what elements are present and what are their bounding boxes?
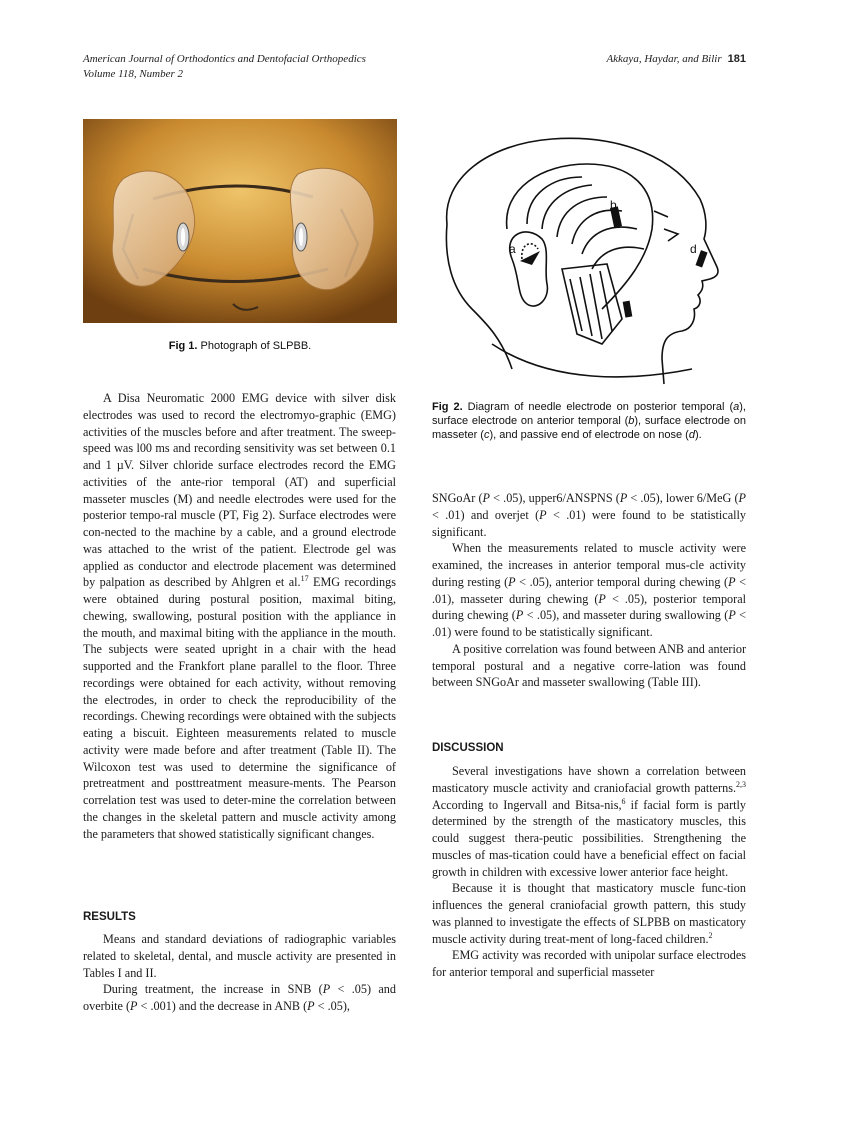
results-paragraph-2 <box>83 981 396 1015</box>
fig2-diagram <box>432 119 746 389</box>
p-symbol: P <box>539 507 547 522</box>
right-column-results <box>432 490 746 691</box>
right-column-discussion <box>432 763 746 981</box>
running-head-left <box>83 52 366 82</box>
text-run: SNGoAr ( <box>432 491 483 505</box>
discussion-paragraph-1 <box>432 763 746 880</box>
text-run: Several investigations have shown a correlation between masticatory muscle activity and craniofacial growth patterns. <box>432 764 746 795</box>
discussion-paragraph-3: EMG activity was recorded with unipolar surface electrodes for anterior temporal and superficial masseter <box>432 948 746 979</box>
correlation-paragraph: A positive correlation was found between ANB and anterior temporal postural and a negative corre-lation was found between SNGoAr and masseter swallowing (Table III). <box>432 641 746 690</box>
results-heading: RESULTS <box>83 911 136 923</box>
p-symbol: P <box>508 574 516 589</box>
text-run: < .05), upper6/ANSPNS ( <box>490 491 620 505</box>
text-run: When the measurements related to muscle activity were examined, the increases in anterior temporal mus-cle activity during resting ( <box>432 541 746 589</box>
page-number: 181 <box>727 53 746 65</box>
text-run: < .05), posterior temporal during chewing ( <box>432 591 746 623</box>
caption-italic: a <box>733 401 740 413</box>
caption-text: Diagram of needle electrode on posterior temporal ( <box>467 401 734 413</box>
text-run: if facial form is partly determined by the strength of the masticatory muscles, this could suggest thera-peutic possibilities. Strengthening the muscles of mas-tication could have a beneficial effect on facial growth in children with excessive lower anterior face height. <box>432 797 746 879</box>
text-run: EMG recordings were obtained during postural position, maximal biting, chewing, swallowing, postural position with the appliance in the mouth, and maximal biting with the appliance in the mouth. The subjects were seated upright in a chair with the head supported and the Frankfort plane parallel to the floor. Three recordings were obtained for each activity, without removing the electrodes, in order to check the reproducibility of the recordings. Chewing recordings were obtained with the subjects eating a biscuit. Eighteen measurements related to muscle activity were made before and after treatment (Table II). The Wilcoxon test was used to determine the significance of pretreatment and posttreatment measure-ments. The Pearson correlation test was used to deter-mine the correlation between the changes in the skeletal pattern and muscle activity among the parameters that showed statistically significant changes. <box>83 575 396 841</box>
p-symbol: P <box>322 982 331 997</box>
text-run: During treatment, the increase in SNB ( <box>103 982 323 997</box>
text-run: < .01) were found to be statistically significant. <box>432 507 746 539</box>
citation: 17 <box>300 574 309 584</box>
citation: 6 <box>621 796 626 806</box>
caption-italic: c <box>483 429 490 441</box>
p-symbol: P <box>738 491 746 505</box>
text-run: < .001) and the decrease in ANB ( <box>137 999 308 1013</box>
text-run: Because it is thought that masticatory muscle func-tion influences the general craniofacial growth pattern, this study was planned to investigate the effects of SLPBB on masticatory muscle activity during treat-ment of long-faced children. <box>432 881 746 946</box>
fig1-photograph <box>83 119 397 323</box>
text-run: According to Ingervall and Bitsa-nis, <box>432 797 622 812</box>
caption-text: ), surface electrode on masseter ( <box>432 415 746 441</box>
citation: 2,3 <box>736 779 746 789</box>
p-symbol: P <box>728 608 736 623</box>
journal-title: American Journal of Orthodontics and Dentofacial Orthopedics <box>83 53 366 65</box>
diagram-label-b: b <box>610 198 617 212</box>
left-column-results <box>83 931 396 1015</box>
text-run: < .05), lower 6/MeG ( <box>627 491 739 505</box>
fig2-label: Fig 2. <box>432 401 463 413</box>
journal-volume: Volume 118, Number 2 <box>83 68 184 80</box>
results-continued <box>432 490 746 540</box>
p-symbol: P <box>130 999 138 1013</box>
diagram-label-a: a <box>509 242 516 256</box>
text-run: < .01) and overjet ( <box>432 507 540 522</box>
p-symbol: P <box>619 491 628 505</box>
p-symbol: P <box>515 608 524 623</box>
caption-text: ), and passive end of electrode on nose ( <box>489 429 689 441</box>
text-run: < .05), <box>314 999 350 1013</box>
p-symbol: P <box>482 491 490 505</box>
appliance-photo-illustration <box>83 119 397 323</box>
caption-text: ). <box>694 429 702 441</box>
text-run: < .01), masseter during chewing ( <box>432 574 747 606</box>
running-head-right <box>606 52 746 67</box>
fig1-label: Fig 1. <box>168 340 198 352</box>
text-run: < .05) and overbite ( <box>83 982 396 1013</box>
caption-italic: d <box>688 429 695 441</box>
text-run: < .01) were found to be statistically significant. <box>432 608 746 639</box>
authors: Akkaya, Haydar, and Bilir <box>606 53 722 65</box>
text-run: < .05), and masseter during swallowing ( <box>523 608 729 623</box>
diagram-label-d: d <box>690 242 697 256</box>
fig2-caption <box>432 400 746 442</box>
head-electrode-diagram <box>432 119 746 389</box>
discussion-paragraph-2 <box>432 880 746 947</box>
discussion-heading: DISCUSSION <box>432 742 504 754</box>
text-run: < .05), anterior temporal during chewing ( <box>515 574 729 589</box>
caption-italic: b <box>628 415 635 427</box>
citation: 2 <box>708 930 713 940</box>
muscle-activity-paragraph <box>432 540 746 641</box>
p-symbol: P <box>598 591 606 606</box>
methods-paragraph <box>83 390 396 842</box>
p-symbol: P <box>728 574 736 589</box>
fig1-caption <box>83 339 397 353</box>
results-paragraph-1: Means and standard deviations of radiographic variables related to skeletal, dental, and muscle activity are presented in Tables I and II. <box>83 932 396 980</box>
p-symbol: P <box>307 999 315 1013</box>
fig1-caption-text: Photograph of SLPBB. <box>200 340 312 352</box>
text-run: A Disa Neuromatic 2000 EMG device with silver disk electrodes was used to record the electromyo-graphic (EMG) activities of the muscles before and after treatment. The sweep-speed was l00 ms and recording sensitivity was set between 0.1 and 1 µV. Silver chloride surface electrodes record the EMG activities of the ante-rior temporal (AT) and superficial masseter muscles (M) and needle electrodes were used for the posterior tempo-ral muscle (PT, Fig 2). Surface electrodes were con-nected to the machine by a cable, and a ground electrode was attached to the wrist of the patient. Electrode gel was applied as conductor and electrode placement was determined by palpation as described by Ahlgren et al. <box>83 391 396 590</box>
left-column-methods <box>83 390 396 842</box>
caption-text: ), surface electrode on anterior temporal ( <box>432 401 746 427</box>
